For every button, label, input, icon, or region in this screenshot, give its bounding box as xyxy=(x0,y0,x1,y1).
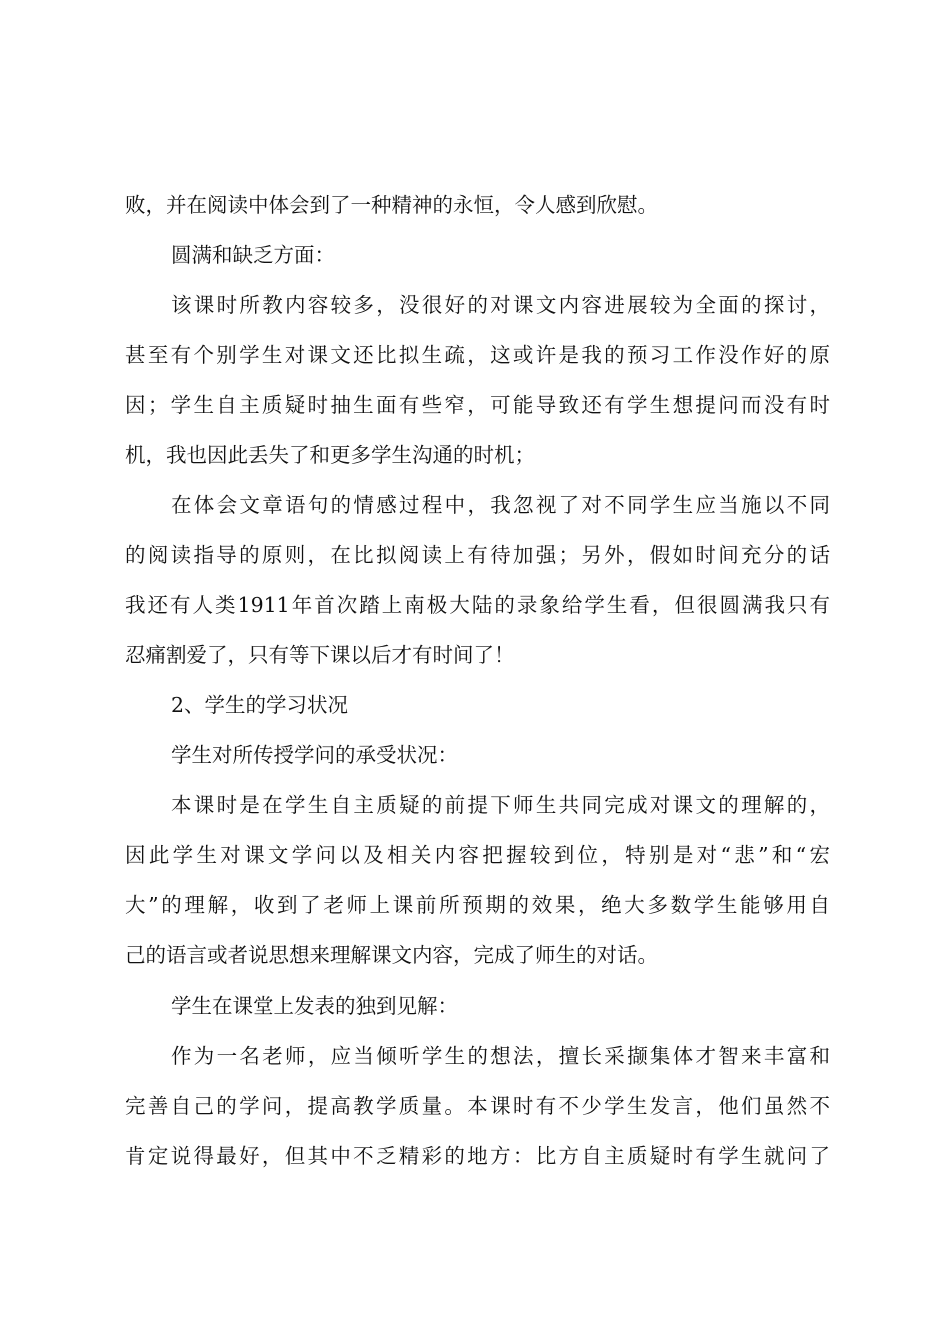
paragraph-line: 机，我也因此丢失了和更多学生沟通的时机； xyxy=(125,443,535,467)
section-heading: 学生在课堂上发表的独到见解： xyxy=(171,994,458,1018)
paragraph-line: 该课时所教内容较多，没很好的对课文内容进展较为全面的探讨， xyxy=(171,293,830,317)
paragraph-line: 败，并在阅读中体会到了一种精神的永恒，令人感到欣慰。 xyxy=(125,193,658,217)
paragraph-line: 在体会文章语句的情感过程中，我忽视了对不同学生应当施以不同 xyxy=(171,493,830,517)
section-heading: 学生对所传授学问的承受状况： xyxy=(171,743,458,767)
paragraph-line: 的阅读指导的原则，在比拟阅读上有待加强；另外，假如时间充分的话 xyxy=(125,543,830,567)
paragraph-line: 因；学生自主质疑时抽生面有些窄，可能导致还有学生想提问而没有时 xyxy=(125,393,830,417)
paragraph-line: 肯定说得最好，但其中不乏精彩的地方：比方自主质疑时有学生就问了 xyxy=(125,1144,830,1168)
paragraph-line: 我还有人类1911年首次踏上南极大陆的录象给学生看，但很圆满我只有 xyxy=(125,593,830,617)
paragraph-line: 完善自己的学问，提高教学质量。本课时有不少学生发言，他们虽然不 xyxy=(125,1094,830,1118)
paragraph-line: 大”的理解，收到了老师上课前所预期的效果，绝大多数学生能够用自 xyxy=(125,893,830,917)
paragraph-line: 甚至有个别学生对课文还比拟生疏，这或许是我的预习工作没作好的原 xyxy=(125,343,830,367)
paragraph-line: 因此学生对课文学问以及相关内容把握较到位，特别是对“悲”和“宏 xyxy=(125,843,830,867)
paragraph-line: 作为一名老师，应当倾听学生的想法，擅长采撷集体才智来丰富和 xyxy=(171,1044,830,1068)
paragraph-line: 忍痛割爱了，只有等下课以后才有时间了！ xyxy=(125,643,515,667)
paragraph-line: 本课时是在学生自主质疑的前提下师生共同完成对课文的理解的， xyxy=(171,793,830,817)
section-heading: 圆满和缺乏方面： xyxy=(171,243,335,267)
section-heading: 2、学生的学习状况 xyxy=(171,693,349,717)
paragraph-line: 己的语言或者说思想来理解课文内容，完成了师生的对话。 xyxy=(125,943,658,967)
